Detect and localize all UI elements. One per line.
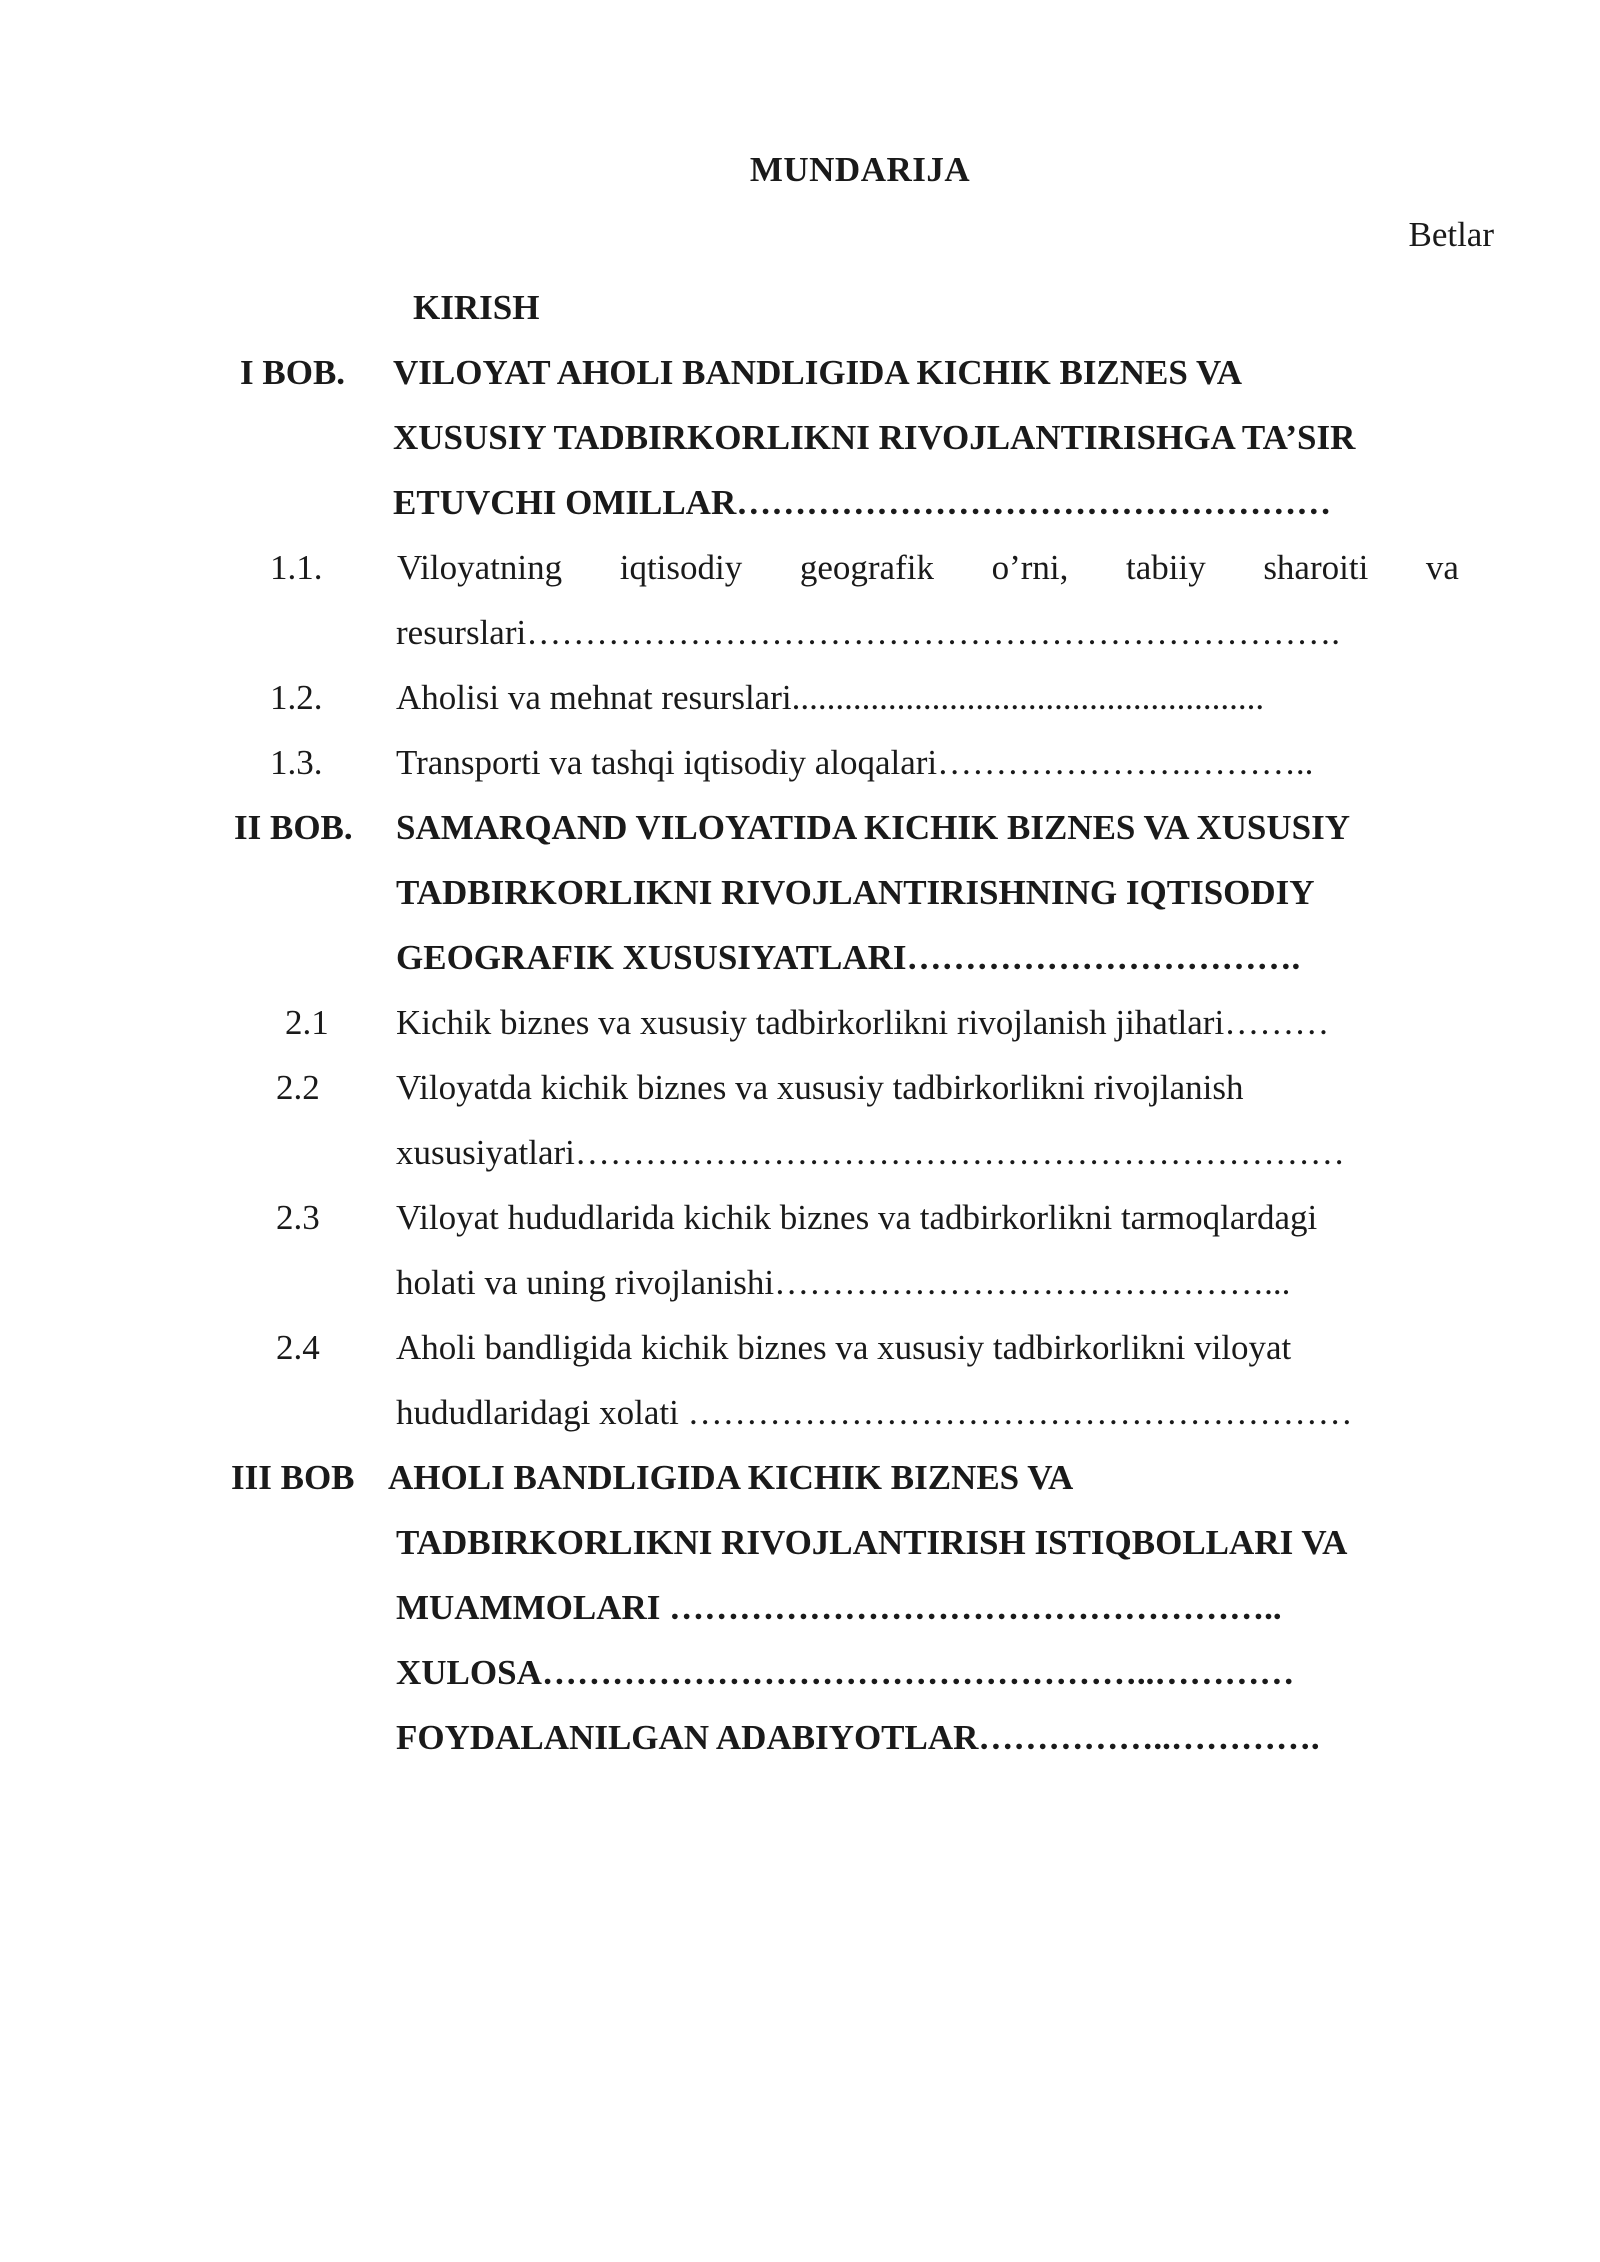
toc-line [0,1710,1600,1766]
toc-entry-text: holati va uning rivojlanishi……………………………………... [396,1263,1291,1302]
toc-line [0,1645,1600,1701]
toc-line [0,1515,1600,1571]
toc-entry-number: 1.1. [270,548,323,587]
toc-entry-text: Aholisi va mehnat resurslari...................................................... [396,678,1265,717]
toc-entry-text: resurslari……………………………………………………………. [396,613,1340,652]
toc-entry-text: XULOSA……………………………………………..………… [396,1653,1295,1692]
toc-line [0,280,1600,336]
toc-entry-text: Viloyatda kichik biznes va xususiy tadbirkorlikni rivojlanish [396,1068,1244,1107]
toc-line [0,670,1600,726]
toc-entry-number: II BOB. [234,808,353,847]
toc-entry-number: 2.2 [276,1068,320,1107]
toc-line [0,345,1600,401]
toc-entry-text: TADBIRKORLIKNI RIVOJLANTIRISH ISTIQBOLLARI VA [396,1523,1348,1562]
toc-word: va [1425,548,1459,587]
toc-word: geografik [799,548,934,587]
toc-entry-text: VILOYAT AHOLI BANDLIGIDA KICHIK BIZNES VA [393,353,1243,392]
toc-line [0,1190,1600,1246]
toc-entry-number: 2.1 [285,1003,329,1042]
toc-word: Viloyatning [397,548,563,587]
toc-entry-text: Aholi bandligida kichik biznes va xususiy tadbirkorlikni viloyat [396,1328,1292,1367]
toc-line [0,475,1600,531]
toc-entry-number: 1.3. [270,743,323,782]
toc-entry-text: KIRISH [413,288,540,327]
toc-entry-text: AHOLI BANDLIGIDA KICHIK BIZNES VA [388,1458,1074,1497]
toc-word: iqtisodiy [619,548,743,587]
toc-line [0,1060,1600,1116]
toc-entry-number: 2.4 [276,1328,320,1367]
toc-entry-number: III BOB [231,1458,355,1497]
toc-word: sharoiti [1263,548,1369,587]
toc-entry-text: Kichik biznes va xususiy tadbirkorlikni rivojlanish jihatlari……… [396,1003,1330,1042]
toc-entry-text: TADBIRKORLIKNI RIVOJLANTIRISHNING IQTISODIY [396,873,1315,912]
toc-line [0,800,1600,856]
toc-line [0,1255,1600,1311]
toc-entry-text: SAMARQAND VILOYATIDA KICHIK BIZNES VA XUSUSIY [396,808,1351,847]
toc-line [0,1320,1600,1376]
toc-line [0,1450,1600,1506]
toc-line [0,735,1600,791]
toc-word: o’rni, [991,548,1069,587]
toc-entry-text: Transporti va tashqi iqtisodiy aloqalari………………….……….. [396,743,1314,782]
toc-entry-text: XUSUSIY TADBIRKORLIKNI RIVOJLANTIRISHGA TA’SIR [393,418,1356,457]
toc-line [0,930,1600,986]
toc-line [0,605,1600,661]
toc-entry-text: hududlaridagi xolati ………………………………………………… [396,1393,1353,1432]
toc-entry-text: Viloyat hududlarida kichik biznes va tadbirkorlikni tarmoqlardagi [396,1198,1318,1237]
toc-entry-number: 1.2. [270,678,323,717]
toc-line [0,1125,1600,1181]
toc-entry-text [397,540,1459,596]
toc-line [0,995,1600,1051]
toc-entry-text: MUAMMOLARI …………………………………………….. [396,1588,1282,1627]
toc-entry-number: 2.3 [276,1198,320,1237]
page-title: MUNDARIJA [749,150,971,189]
toc-line [0,1580,1600,1636]
toc-line [0,540,1600,596]
toc-line [0,410,1600,466]
toc-entry-text: xususiyatlari………………………………………………………… [396,1133,1345,1172]
pages-column-label: Betlar [1408,215,1494,254]
toc-line [0,1385,1600,1441]
toc-line [0,865,1600,921]
toc-entry-text: ETUVCHI OMILLAR…………………………………………… [393,483,1332,522]
toc-word: tabiiy [1125,548,1206,587]
toc-entry-text: FOYDALANILGAN ADABIYOTLAR……………..…………. [396,1718,1320,1757]
toc-entry-number: I BOB. [240,353,346,392]
toc-entry-text: GEOGRAFIK XUSUSIYATLARI……………………………. [396,938,1301,977]
